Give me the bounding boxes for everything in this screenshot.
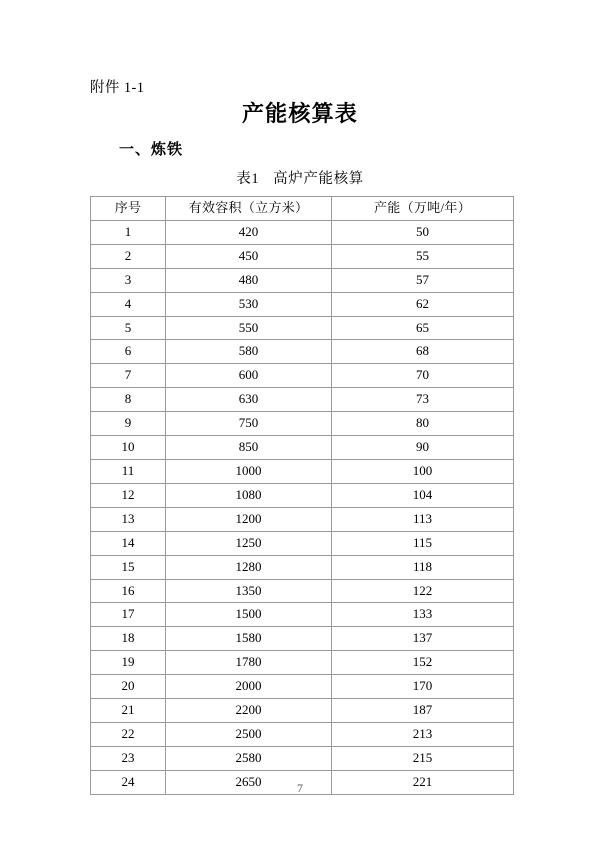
table-row	[91, 627, 514, 651]
cell-volume: 530	[166, 292, 332, 316]
cell-volume: 580	[166, 340, 332, 364]
cell-index: 11	[91, 459, 166, 483]
cell-capacity: 90	[332, 436, 514, 460]
cell-capacity: 152	[332, 651, 514, 675]
cell-index: 21	[91, 699, 166, 723]
table-row	[91, 220, 514, 244]
cell-index: 1	[91, 220, 166, 244]
table-row	[91, 555, 514, 579]
attachment-label: 附件 1-1	[90, 80, 145, 96]
cell-volume: 2650	[166, 770, 332, 794]
table-row	[91, 651, 514, 675]
cell-index: 12	[91, 483, 166, 507]
cell-volume: 2200	[166, 699, 332, 723]
cell-index: 15	[91, 555, 166, 579]
cell-volume: 1780	[166, 651, 332, 675]
table-row	[91, 459, 514, 483]
cell-capacity: 73	[332, 388, 514, 412]
cell-index: 6	[91, 340, 166, 364]
table-header	[91, 197, 514, 221]
cell-volume: 2500	[166, 722, 332, 746]
table-row	[91, 603, 514, 627]
table-row	[91, 579, 514, 603]
cell-capacity: 57	[332, 268, 514, 292]
cell-volume: 1000	[166, 459, 332, 483]
cell-volume: 630	[166, 388, 332, 412]
cell-capacity: 55	[332, 244, 514, 268]
cell-volume: 420	[166, 220, 332, 244]
table-row	[91, 722, 514, 746]
table-row	[91, 292, 514, 316]
cell-index: 4	[91, 292, 166, 316]
cell-index: 20	[91, 675, 166, 699]
table-row	[91, 746, 514, 770]
table-row	[91, 483, 514, 507]
cell-capacity: 113	[332, 507, 514, 531]
section-heading-ironmaking: 一、炼铁	[119, 142, 184, 158]
cell-volume: 1250	[166, 531, 332, 555]
cell-index: 7	[91, 364, 166, 388]
cell-index: 13	[91, 507, 166, 531]
cell-index: 10	[91, 436, 166, 460]
cell-capacity: 80	[332, 412, 514, 436]
table-row	[91, 699, 514, 723]
table-caption	[0, 168, 600, 190]
cell-volume: 480	[166, 268, 332, 292]
table-row	[91, 364, 514, 388]
cell-capacity: 187	[332, 699, 514, 723]
cell-index: 2	[91, 244, 166, 268]
cell-volume: 600	[166, 364, 332, 388]
cell-index: 24	[91, 770, 166, 794]
cell-capacity: 70	[332, 364, 514, 388]
cell-volume: 1580	[166, 627, 332, 651]
table-row	[91, 244, 514, 268]
table-row	[91, 436, 514, 460]
cell-index: 23	[91, 746, 166, 770]
cell-volume: 1500	[166, 603, 332, 627]
cell-capacity: 68	[332, 340, 514, 364]
cell-volume: 2580	[166, 746, 332, 770]
table-row	[91, 675, 514, 699]
cell-index: 18	[91, 627, 166, 651]
table-row	[91, 388, 514, 412]
page-number: 7	[297, 781, 303, 795]
cell-capacity: 215	[332, 746, 514, 770]
table-row	[91, 507, 514, 531]
table-row	[91, 340, 514, 364]
blast-furnace-capacity-table	[90, 196, 514, 795]
cell-capacity: 65	[332, 316, 514, 340]
cell-volume: 1350	[166, 579, 332, 603]
cell-index: 9	[91, 412, 166, 436]
cell-volume: 450	[166, 244, 332, 268]
cell-volume: 850	[166, 436, 332, 460]
cell-volume: 2000	[166, 675, 332, 699]
table-body	[91, 220, 514, 794]
cell-index: 14	[91, 531, 166, 555]
cell-volume: 1080	[166, 483, 332, 507]
cell-index: 16	[91, 579, 166, 603]
cell-capacity: 115	[332, 531, 514, 555]
cell-volume: 1200	[166, 507, 332, 531]
column-header-volume: 有效容积（立方米）	[166, 197, 332, 221]
table-caption-number: 表1	[236, 171, 260, 187]
capacity-table-container	[90, 196, 513, 795]
column-header-capacity: 产能（万吨/年）	[332, 197, 514, 221]
cell-capacity: 50	[332, 220, 514, 244]
cell-capacity: 133	[332, 603, 514, 627]
cell-capacity: 170	[332, 675, 514, 699]
cell-capacity: 104	[332, 483, 514, 507]
cell-index: 8	[91, 388, 166, 412]
table-row	[91, 268, 514, 292]
cell-volume: 750	[166, 412, 332, 436]
cell-index: 19	[91, 651, 166, 675]
cell-index: 5	[91, 316, 166, 340]
table-header-row	[91, 197, 514, 221]
cell-capacity: 62	[332, 292, 514, 316]
cell-capacity: 122	[332, 579, 514, 603]
cell-capacity: 213	[332, 722, 514, 746]
cell-capacity: 137	[332, 627, 514, 651]
cell-capacity: 118	[332, 555, 514, 579]
table-row	[91, 412, 514, 436]
table-row	[91, 316, 514, 340]
page-title: 产能核算表	[241, 101, 358, 126]
column-header-index: 序号	[91, 197, 166, 221]
table-caption-text: 高炉产能核算	[273, 171, 364, 187]
cell-volume: 550	[166, 316, 332, 340]
table-row	[91, 531, 514, 555]
cell-index: 22	[91, 722, 166, 746]
cell-index: 3	[91, 268, 166, 292]
cell-capacity: 221	[332, 770, 514, 794]
cell-capacity: 100	[332, 459, 514, 483]
cell-index: 17	[91, 603, 166, 627]
cell-volume: 1280	[166, 555, 332, 579]
